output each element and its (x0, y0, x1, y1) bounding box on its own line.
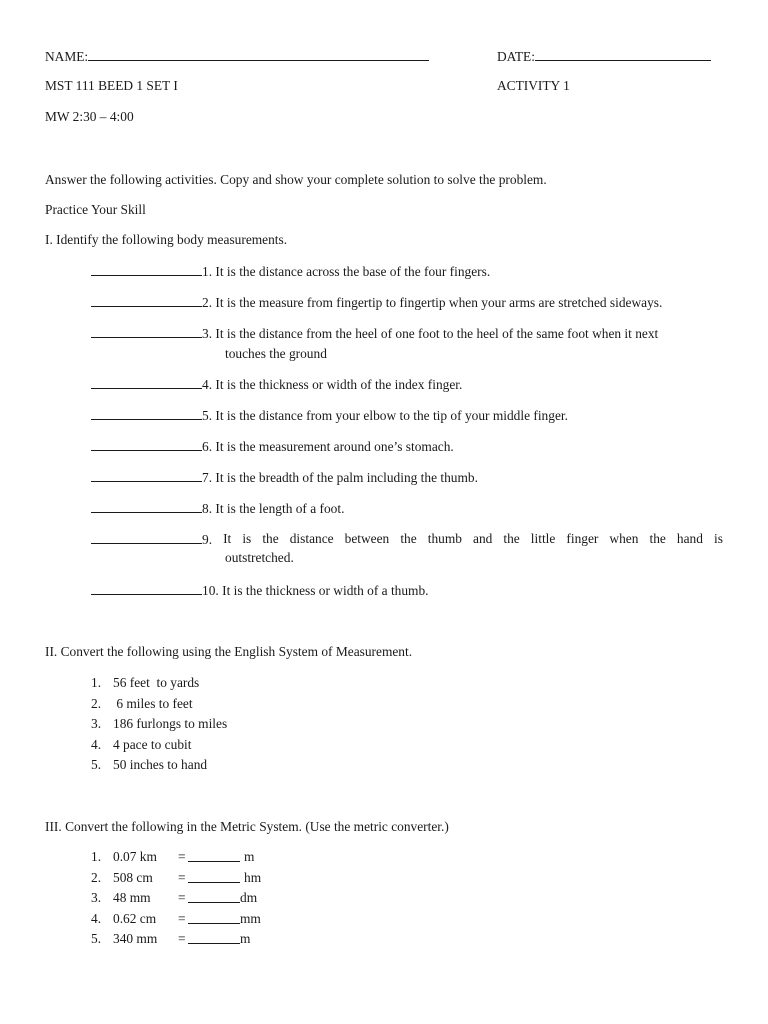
date-blank[interactable] (535, 48, 711, 61)
part2-list (91, 673, 227, 776)
list-item: 1. 56 feet to yards (91, 675, 200, 690)
part2-title: II. Convert the following using the English System of Measurement. (45, 644, 413, 659)
answer-blank[interactable] (188, 847, 240, 862)
list-item: 4. It is the thickness or width of the index finger. (91, 376, 723, 393)
list-item: 5. 50 inches to hand (91, 757, 208, 772)
answer-blank[interactable] (91, 263, 202, 276)
list-item: 5. 340 mm = m (91, 931, 251, 946)
answer-blank[interactable] (91, 294, 202, 307)
list-item: 2. 508 cm = hm (91, 869, 262, 885)
answer-blank[interactable] (188, 909, 240, 924)
instructions: Answer the following activities. Copy and show your complete solution to solve the problem. (45, 172, 547, 187)
list-item: 10. It is the thickness or width of a thumb. (91, 582, 723, 599)
name-blank[interactable] (88, 48, 429, 61)
list-item: 8. It is the length of a foot. (91, 500, 723, 517)
list-item: 3. 48 mm = dm (91, 890, 258, 905)
answer-blank[interactable] (91, 325, 202, 338)
list-item: 4. 4 pace to cubit (91, 736, 192, 752)
schedule-label: MW 2:30 – 4:00 (45, 109, 134, 124)
answer-blank[interactable] (91, 469, 202, 482)
name-field (45, 48, 429, 65)
answer-blank[interactable] (188, 929, 240, 944)
part1-title: I. Identify the following body measurements. (45, 232, 288, 247)
list-item: 1. 0.07 km = m (91, 849, 255, 864)
list-item: 2. It is the measure from fingertip to fingertip when your arms are stretched sideways. (91, 294, 723, 311)
part3-title: III. Convert the following in the Metric System. (Use the metric converter.) (45, 819, 449, 834)
activity-label: ACTIVITY 1 (497, 78, 570, 93)
list-item: 3. 186 furlongs to miles (91, 716, 228, 731)
list-item: 6. It is the measurement around one’s stomach. (91, 438, 723, 455)
answer-blank[interactable] (91, 582, 202, 595)
justified-line: 9. It is the distance between the thumb and the little finger when the hand is (91, 531, 723, 548)
course-label: MST 111 BEED 1 SET I (45, 78, 178, 93)
list-item: 4. 0.62 cm = mm (91, 910, 261, 926)
date-field (497, 48, 711, 65)
part3-list (91, 847, 261, 950)
list-item: 3. It is the distance from the heel of one foot to the heel of the same foot when it next touches the ground (91, 325, 723, 362)
list-item: 5. It is the distance from your elbow to the tip of your middle finger. (91, 407, 723, 424)
answer-blank[interactable] (91, 407, 202, 420)
answer-blank[interactable] (91, 500, 202, 513)
practice-title: Practice Your Skill (45, 202, 146, 217)
answer-blank[interactable] (188, 868, 240, 883)
answer-blank[interactable] (91, 376, 202, 389)
list-item: 1. It is the distance across the base of the four fingers. (91, 263, 723, 280)
list-item: 9. It is the distance between the thumb and the little finger when the hand is outstretched. (91, 531, 723, 566)
list-item: 7. It is the breadth of the palm including the thumb. (91, 469, 723, 486)
answer-blank[interactable] (188, 888, 240, 903)
answer-blank[interactable] (91, 438, 202, 451)
list-item: 2. 6 miles to feet (91, 695, 193, 711)
name-label: NAME: (45, 49, 89, 64)
date-label: DATE: (497, 49, 535, 64)
answer-blank[interactable] (91, 531, 202, 544)
